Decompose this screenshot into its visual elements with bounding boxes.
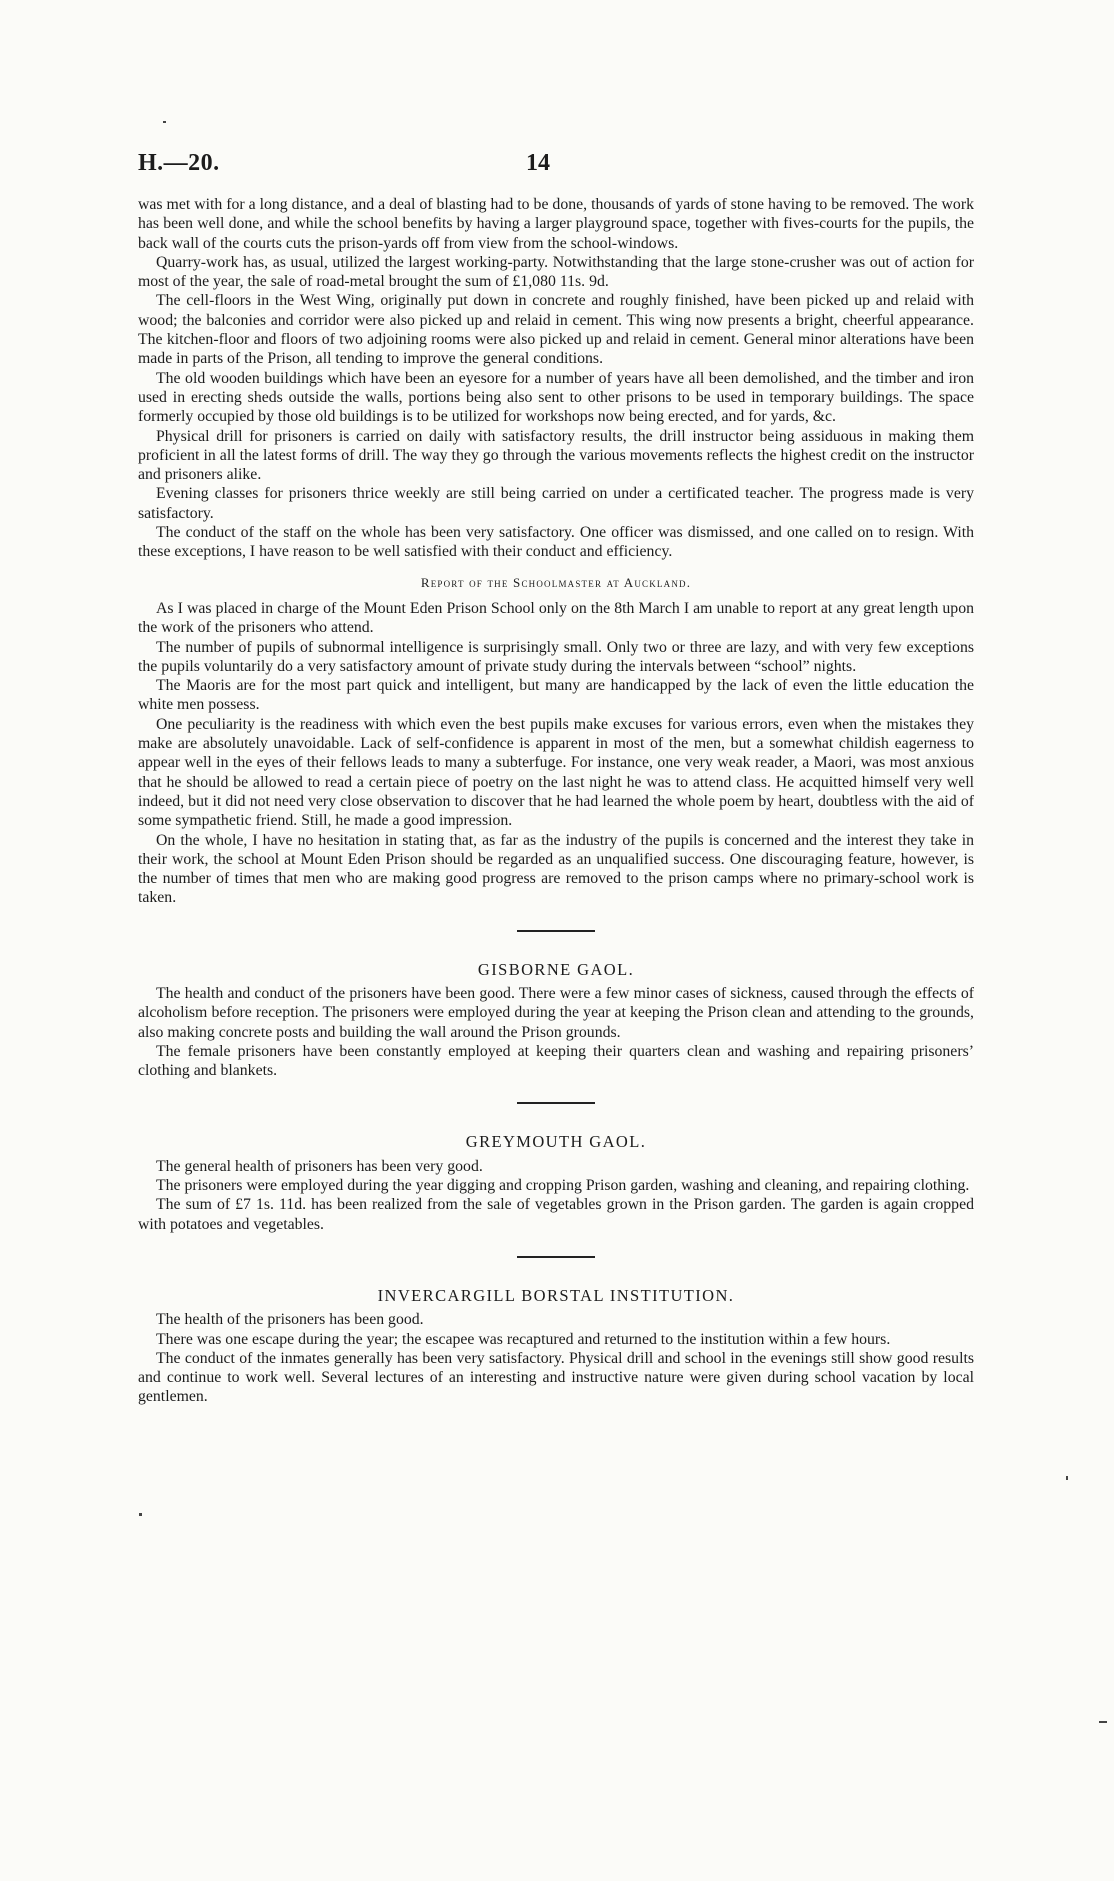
schoolmaster-report-section: [138, 573, 974, 908]
section-divider: [517, 1102, 595, 1104]
paragraph: The number of pupils of subnormal intelligence is surprisingly small. Only two or three are lazy, and with very few exceptions the pupils voluntarily do a very satisfactory amount of private study during the intervals between “school” nights.: [138, 638, 974, 675]
section-subheading: Report of the Schoolmaster at Auckland.: [420, 574, 692, 590]
paragraph: The health and conduct of the prisoners have been good. There were a few minor cases of sickness, caused through the effects of alcoholism before reception. The prisoners were employed during the year at keeping the Prison clean and attending to the grounds, also making concrete posts and building the wall around the Prison grounds.: [138, 984, 974, 1041]
scan-speck: [139, 1513, 142, 1516]
document-id: H.—20.: [138, 150, 220, 176]
page-content: [138, 195, 974, 1407]
page-header: [138, 150, 974, 190]
paragraph: Physical drill for prisoners is carried on daily with satisfactory results, the drill instructor being assiduous in making them proficient in all the latest forms of drill. The way they go through the various movements reflects the highest credit on the instructor and prisoners alike.: [138, 427, 974, 484]
paragraph: One peculiarity is the readiness with which even the best pupils make excuses for various errors, even when the mistakes they make are absolutely unavoidable. Lack of self-confidence is apparent in most of the men, but a somewhat childish eagerness to appear well in the eyes of their fellows leads to many a subterfuge. For instance, one very weak reader, a Maori, was most anxious that he should be allowed to read a certain piece of poetry on the last night he was to attend class. He acquitted himself very well indeed, but it did not need very close observation to discover that he had learned the whole poem by heart, doubtless with the aid of some sympathetic friend. Still, he made a good impression.: [138, 715, 974, 830]
scan-speck: [1066, 1476, 1068, 1480]
section-divider: [517, 930, 595, 932]
greymouth-section: [138, 1132, 974, 1233]
section-divider: [517, 1256, 595, 1258]
paragraph: The conduct of the staff on the whole has been very satisfactory. One officer was dismissed, and one called on to resign. With these exceptions, I have reason to be well satisfied with their conduct and efficiency.: [138, 524, 974, 561]
section-heading: GISBORNE GAOL.: [477, 959, 635, 979]
section-heading: GREYMOUTH GAOL.: [465, 1132, 647, 1152]
paragraph: The prisoners were employed during the year digging and cropping Prison garden, washing and cleaning, and repairing clothing.: [156, 1177, 970, 1195]
gisborne-section: [138, 960, 974, 1081]
page-number: 14: [526, 150, 550, 176]
section-heading: INVERCARGILL BORSTAL INSTITUTION.: [377, 1285, 735, 1305]
scan-speck: [163, 121, 166, 123]
paragraph: The sum of £7 1s. 11d. has been realized from the sale of vegetables grown in the Prison garden. The garden is again cropped with potatoes and vegetables.: [138, 1196, 974, 1233]
scan-speck: [1099, 1721, 1107, 1723]
paragraph: The cell-floors in the West Wing, originally put down in concrete and roughly finished, have been picked up and relaid with wood; the balconies and corridor were also picked up and relaid in cement. This wing now presents a bright, cheerful appearance. The kitchen-floor and floors of two adjoining rooms were also picked up and relaid in cement. General minor alterations have been made in parts of the Prison, all tending to improve the general conditions.: [138, 292, 974, 368]
paragraph: The health of the prisoners has been good.: [156, 1311, 424, 1329]
invercargill-section: [138, 1286, 974, 1407]
paragraph: Quarry-work has, as usual, utilized the largest working-party. Notwithstanding that the large stone-crusher was out of action for most of the year, the sale of road-metal brought the sum of £1,080 11s. 9d.: [138, 253, 974, 291]
intro-section: [138, 195, 974, 562]
paragraph: The female prisoners have been constantly employed at keeping their quarters clean and washing and repairing prisoners’ clothing and blankets.: [138, 1042, 974, 1080]
paragraph: On the whole, I have no hesitation in stating that, as far as the industry of the pupils is concerned and the interest they take in their work, the school at Mount Eden Prison should be regarded as an unqualified success. One discouraging feature, however, is the number of times that men who are making good progress are removed to the prison camps where no primary-school work is taken.: [138, 831, 974, 907]
paragraph: The general health of prisoners has been very good.: [156, 1157, 483, 1175]
paragraph: The old wooden buildings which have been an eyesore for a number of years have all been demolished, and the timber and iron used in erecting sheds outside the walls, portions being also sent to other prisons to be used in temporary buildings. The space formerly occupied by those old buildings is to be utilized for workshops now being erected, and for yards, &c.: [138, 369, 974, 426]
paragraph: There was one escape during the year; the escapee was recaptured and returned to the institution within a few hours.: [156, 1330, 891, 1348]
paragraph: The conduct of the inmates generally has been very satisfactory. Physical drill and school in the evenings still show good results and continue to work well. Several lectures of an interesting and instructive nature were given during school vacation by local gentlemen.: [138, 1349, 974, 1406]
continued-paragraph: was met with for a long distance, and a deal of blasting had to be done, thousands of yards of stone having to be removed. The work has been well done, and while the school benefits by having a larger playground space, together with fives-courts for the pupils, the back wall of the courts cuts the prison-yards off from view from the school-windows.: [138, 196, 974, 252]
paragraph: The Maoris are for the most part quick and intelligent, but many are handicapped by the lack of even the little education the white men possess.: [138, 677, 974, 714]
paragraph: Evening classes for prisoners thrice weekly are still being carried on under a certificated teacher. The progress made is very satisfactory.: [138, 485, 974, 522]
paragraph: As I was placed in charge of the Mount Eden Prison School only on the 8th March I am unable to report at any great length upon the work of the prisoners who attend.: [138, 599, 974, 637]
